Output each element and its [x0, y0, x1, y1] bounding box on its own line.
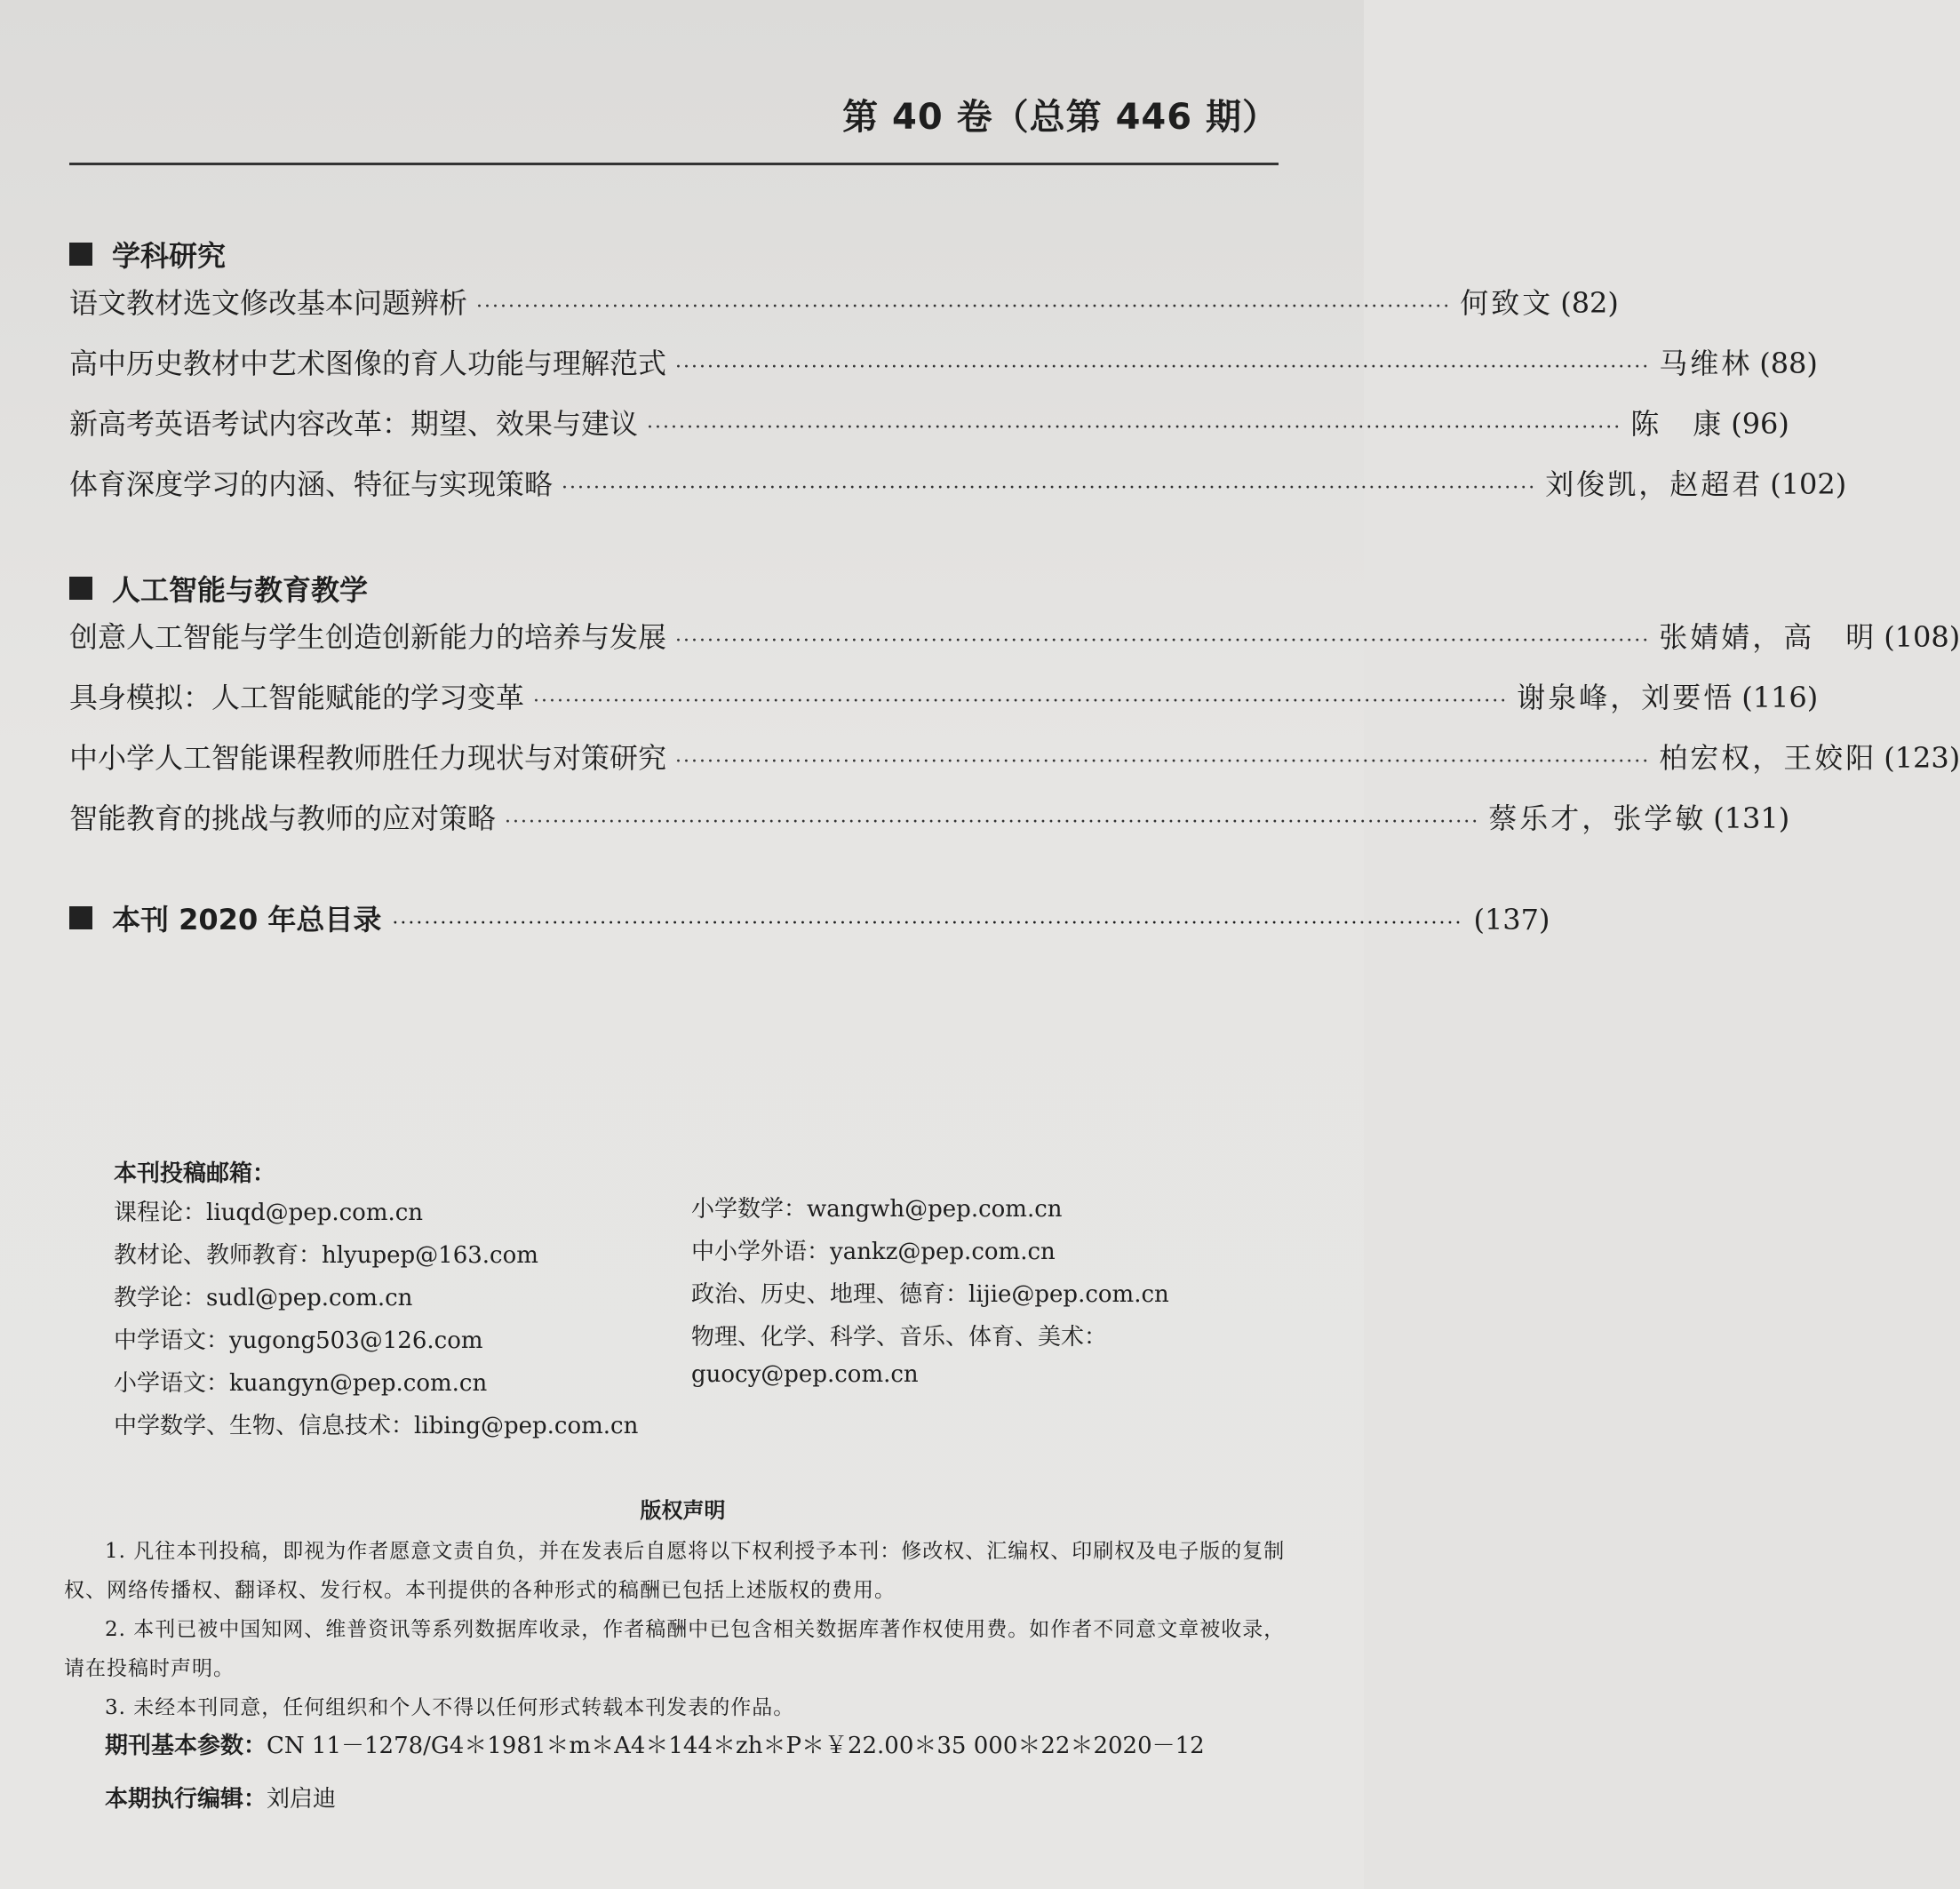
toc-entry[interactable] — [69, 796, 1790, 857]
params-value: CN 11－1278/G4＊1981＊m＊A4＊144＊zh＊P＊￥22.00＊35 000＊22＊2020－12 — [267, 1733, 1205, 1759]
email-line: 政治、历史、地理、德育：lijie@pep.com.cn — [691, 1281, 1169, 1308]
emails-right-column — [691, 1191, 1169, 1404]
article-title: 体育深度学习的内涵、特征与实现策略 — [69, 467, 554, 501]
email-line: 中学数学、生物、信息技术：libing@pep.com.cn — [114, 1413, 639, 1439]
section-ai-education — [69, 562, 1960, 857]
article-page: (82) — [1560, 286, 1619, 320]
params-label: 期刊基本参数： — [105, 1733, 267, 1759]
email-line: 教材论、教师教育：hlyupep@163.com — [114, 1242, 538, 1269]
article-author: 马维林 — [1659, 347, 1753, 380]
leader-dots: ·························································································································· — [562, 477, 1537, 499]
copyright-title: 版权声明 — [640, 1498, 726, 1523]
toc-entry[interactable] — [69, 462, 1847, 522]
leader-dots: ·························································································································· — [505, 811, 1480, 833]
email-line: 中学语文：yugong503@126.com — [114, 1327, 483, 1354]
executive-editor — [105, 1781, 336, 1813]
leader-dots: ·························································································································· — [533, 690, 1509, 713]
copyright-notice — [64, 1489, 1302, 1727]
section-subject-research — [69, 227, 1847, 522]
leader-dots: ·························································································································· — [647, 417, 1622, 439]
square-bullet-icon — [69, 577, 92, 600]
leader-dots: ·························································································································· — [476, 296, 1452, 318]
toc-entry[interactable] — [69, 897, 1550, 951]
article-page: (108) — [1884, 620, 1960, 654]
email-line: guocy@pep.com.cn — [691, 1361, 919, 1388]
toc-entry[interactable] — [69, 281, 1619, 341]
article-title: 创意人工智能与学生创造创新能力的培养与发展 — [69, 620, 667, 654]
article-title: 高中历史教材中艺术图像的育人功能与理解范式 — [69, 347, 667, 380]
copyright-paragraph: 1. 凡往本刊投稿，即视为作者愿意文责自负，并在发表后自愿将以下权利授予本刊：修改权、汇编权、印刷权及电子版的复制权、网络传播权、翻译权、发行权。本刊提供的各种形式的稿酬已包括上述版权的费用。 — [64, 1540, 1286, 1602]
section-heading — [69, 227, 1279, 281]
article-title: 中小学人工智能课程教师胜任力现状与对策研究 — [69, 741, 667, 775]
article-author: 张婧婧，高 明 — [1659, 620, 1877, 654]
email-line: 小学数学：wangwh@pep.com.cn — [691, 1196, 1063, 1223]
article-author: 蔡乐才，张学敏 — [1488, 801, 1707, 835]
emails-heading: 本刊投稿邮箱： — [114, 1160, 276, 1187]
section-title: 人工智能与教育教学 — [112, 573, 369, 607]
leader-dots: ·························································································································· — [675, 630, 1651, 652]
email-line: 课程论：liuqd@pep.com.cn — [114, 1200, 424, 1226]
article-author: 陈 康 — [1630, 407, 1725, 441]
article-page: (116) — [1741, 681, 1819, 714]
email-line: 中小学外语：yankz@pep.com.cn — [691, 1239, 1056, 1265]
article-author: 柏宏权，王姣阳 — [1659, 741, 1877, 775]
editor-name: 刘启迪 — [267, 1786, 337, 1813]
header-rule — [69, 163, 1279, 165]
emails-left-column — [114, 1194, 638, 1450]
leader-dots: ······································································································································ — [392, 913, 1463, 935]
section-title: 学科研究 — [112, 239, 227, 273]
article-page: (137) — [1473, 903, 1550, 937]
copyright-paragraph: 3. 未经本刊同意，任何组织和个人不得以任何形式转载本刊发表的作品。 — [105, 1696, 795, 1719]
email-line: 小学语文：kuangyn@pep.com.cn — [114, 1370, 488, 1397]
article-title: 新高考英语考试内容改革：期望、效果与建议 — [69, 407, 639, 441]
article-title: 语文教材选文修改基本问题辨析 — [69, 286, 468, 320]
copyright-paragraph: 2. 本刊已被中国知网、维普资讯等系列数据库收录，作者稿酬中已包含相关数据库著作权使用费。如作者不同意文章被收录，请在投稿时声明。 — [64, 1618, 1286, 1680]
section-heading — [69, 897, 381, 938]
square-bullet-icon — [69, 243, 92, 266]
toc-entry[interactable] — [69, 736, 1960, 796]
article-page: (131) — [1713, 801, 1790, 835]
square-bullet-icon — [69, 906, 92, 929]
editor-label: 本期执行编辑： — [105, 1786, 267, 1813]
email-line: 教学论：sudl@pep.com.cn — [114, 1285, 413, 1311]
leader-dots: ·························································································································· — [675, 356, 1651, 379]
toc-entry[interactable] — [69, 615, 1960, 675]
toc-entry[interactable] — [69, 341, 1818, 402]
toc-entry[interactable] — [69, 402, 1789, 462]
article-title: 具身模拟：人工智能赋能的学习变革 — [69, 681, 525, 714]
section-annual-index — [69, 897, 1550, 951]
toc-entry[interactable] — [69, 675, 1819, 736]
section-title: 本刊 2020 年总目录 — [112, 903, 382, 937]
article-author: 刘俊凯，赵超君 — [1545, 467, 1764, 501]
volume-info: 第 40 卷（总第 446 期） — [842, 97, 1279, 138]
article-title: 智能教育的挑战与教师的应对策略 — [69, 801, 497, 835]
leader-dots: ·························································································································· — [675, 751, 1651, 773]
email-line: 物理、化学、科学、音乐、体育、美术： — [691, 1324, 1108, 1351]
section-heading — [69, 562, 1279, 615]
article-author: 何致文 — [1460, 286, 1554, 320]
article-page: (96) — [1731, 407, 1789, 441]
article-author: 谢泉峰，刘要悟 — [1517, 681, 1735, 714]
journal-params — [105, 1727, 1205, 1760]
article-page: (102) — [1770, 467, 1847, 501]
submission-emails — [114, 1155, 1287, 1439]
article-page: (88) — [1759, 347, 1818, 380]
article-page: (123) — [1884, 741, 1960, 775]
